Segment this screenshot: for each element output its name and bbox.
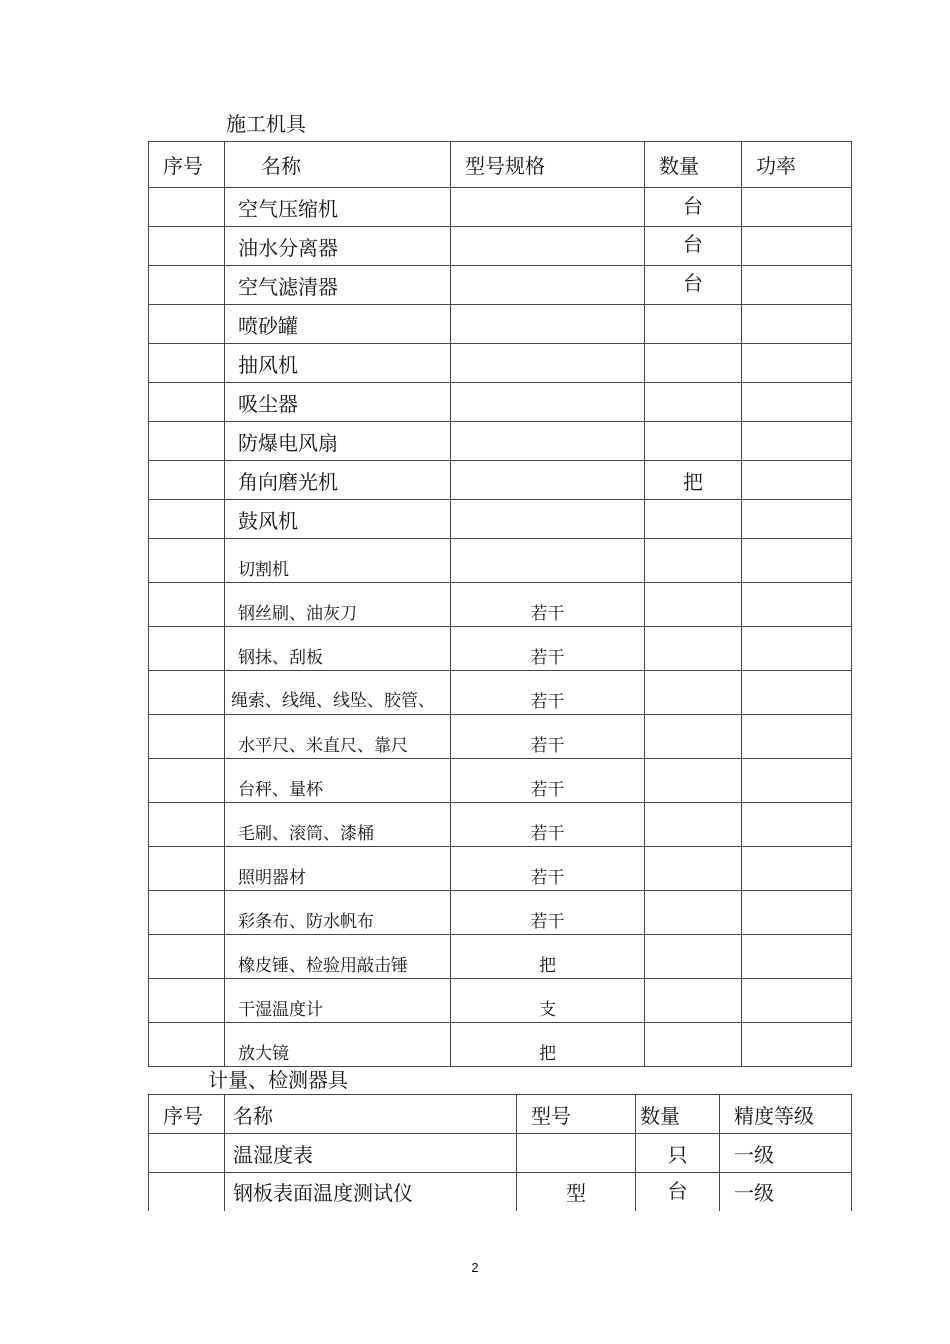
row-name: 毛刷、滚筒、漆桶 (225, 803, 451, 847)
row-model: 把 (451, 935, 645, 979)
row-power (742, 1023, 852, 1067)
row-name: 鼓风机 (225, 500, 451, 539)
row-model: 若干 (451, 715, 645, 759)
row-name: 抽风机 (225, 344, 451, 383)
row-qty (645, 759, 742, 803)
row-model (517, 1134, 636, 1173)
header-power: 功率 (742, 142, 852, 188)
row-qty (645, 847, 742, 891)
row-model (451, 383, 645, 422)
row-qty (645, 891, 742, 935)
row-seq (149, 979, 225, 1023)
tools-table (148, 141, 852, 1067)
row-seq (149, 539, 225, 583)
header-name: 名称 (225, 1095, 517, 1134)
row-name: 干湿温度计 (225, 979, 451, 1023)
row-model: 若干 (451, 803, 645, 847)
page-number: 2 (471, 1260, 479, 1275)
row-qty (645, 979, 742, 1023)
table-row (149, 539, 852, 583)
row-seq (149, 500, 225, 539)
table-row (149, 891, 852, 935)
table-row (149, 803, 852, 847)
row-power (742, 891, 852, 935)
header-qty: 数量 (645, 142, 742, 188)
row-seq (149, 422, 225, 461)
row-qty (645, 344, 742, 383)
row-qty (645, 803, 742, 847)
row-power (742, 461, 852, 500)
row-qty (645, 671, 742, 715)
row-power (742, 539, 852, 583)
row-model: 型 (517, 1173, 636, 1211)
row-qty (645, 583, 742, 627)
row-qty: 只 (636, 1134, 720, 1173)
row-seq (149, 715, 225, 759)
row-seq (149, 305, 225, 344)
row-power (742, 500, 852, 539)
row-name: 防爆电风扇 (225, 422, 451, 461)
row-qty: 台 (645, 266, 742, 305)
row-power (742, 305, 852, 344)
row-seq (149, 759, 225, 803)
row-power (742, 188, 852, 227)
header-model: 型号 (517, 1095, 636, 1134)
row-power (742, 847, 852, 891)
row-grade: 一级 (720, 1134, 852, 1173)
table-row (149, 500, 852, 539)
row-seq (149, 266, 225, 305)
row-qty (645, 935, 742, 979)
table-row (149, 1023, 852, 1067)
row-qty: 台 (645, 227, 742, 266)
row-model (451, 500, 645, 539)
table-row (149, 759, 852, 803)
row-power (742, 344, 852, 383)
row-model (451, 461, 645, 500)
row-seq (149, 583, 225, 627)
row-power (742, 715, 852, 759)
row-qty: 台 (645, 188, 742, 227)
table-row (149, 344, 852, 383)
table-row (149, 847, 852, 891)
table-row (149, 422, 852, 461)
table-row (149, 935, 852, 979)
table-row (149, 188, 852, 227)
row-seq (149, 671, 225, 715)
table-header-row (149, 142, 852, 188)
row-model (451, 344, 645, 383)
row-name: 温湿度表 (225, 1134, 517, 1173)
row-name: 切割机 (225, 539, 451, 583)
row-model (451, 305, 645, 344)
row-name: 钢丝刷、油灰刀 (225, 583, 451, 627)
table-row (149, 461, 852, 500)
row-name: 钢板表面温度测试仪 (225, 1173, 517, 1211)
row-power (742, 671, 852, 715)
row-qty: 台 (636, 1173, 720, 1211)
row-model (451, 539, 645, 583)
table-row (149, 715, 852, 759)
row-qty (645, 422, 742, 461)
header-seq: 序号 (149, 1095, 225, 1134)
row-model: 若干 (451, 627, 645, 671)
table-header-row (149, 1095, 852, 1134)
row-model: 把 (451, 1023, 645, 1067)
row-qty (645, 715, 742, 759)
row-seq (149, 344, 225, 383)
row-model (451, 188, 645, 227)
row-seq (149, 935, 225, 979)
instruments-table (148, 1094, 852, 1211)
row-name: 绳索、线绳、线坠、胶管、 (225, 671, 451, 715)
row-name: 空气压缩机 (225, 188, 451, 227)
row-name: 钢抹、刮板 (225, 627, 451, 671)
header-qty: 数量 (636, 1095, 720, 1134)
row-seq (149, 627, 225, 671)
row-name: 彩条布、防水帆布 (225, 891, 451, 935)
row-name: 角向磨光机 (225, 461, 451, 500)
row-seq (149, 1173, 225, 1211)
row-model (451, 266, 645, 305)
row-model: 若干 (451, 583, 645, 627)
table-row (149, 305, 852, 344)
row-power (742, 935, 852, 979)
row-name: 台秤、量杯 (225, 759, 451, 803)
table-row (149, 979, 852, 1023)
row-qty (645, 539, 742, 583)
row-qty (645, 627, 742, 671)
table-row (149, 227, 852, 266)
row-power (742, 266, 852, 305)
row-seq (149, 188, 225, 227)
table-row (149, 671, 852, 715)
row-qty (645, 1023, 742, 1067)
row-model: 若干 (451, 847, 645, 891)
row-qty (645, 305, 742, 344)
row-name: 吸尘器 (225, 383, 451, 422)
header-name: 名称 (225, 142, 451, 188)
row-power (742, 627, 852, 671)
row-power (742, 979, 852, 1023)
row-power (742, 227, 852, 266)
table-row (149, 266, 852, 305)
row-power (742, 803, 852, 847)
row-name: 喷砂罐 (225, 305, 451, 344)
row-seq (149, 461, 225, 500)
row-name: 照明器材 (225, 847, 451, 891)
section2-title: 计量、检测器具 (208, 1068, 348, 1092)
header-grade: 精度等级 (720, 1095, 852, 1134)
row-name: 油水分离器 (225, 227, 451, 266)
row-model: 若干 (451, 759, 645, 803)
header-model: 型号规格 (451, 142, 645, 188)
row-seq (149, 1023, 225, 1067)
row-name: 空气滤清器 (225, 266, 451, 305)
row-power (742, 422, 852, 461)
row-seq (149, 227, 225, 266)
section1-title: 施工机具 (226, 112, 306, 136)
table-row (149, 1134, 852, 1173)
row-name: 橡皮锤、检验用敲击锤 (225, 935, 451, 979)
row-model: 若干 (451, 891, 645, 935)
row-power (742, 583, 852, 627)
row-grade: 一级 (720, 1173, 852, 1211)
row-model: 若干 (451, 671, 645, 715)
table-row (149, 1173, 852, 1211)
row-power (742, 759, 852, 803)
row-qty (645, 383, 742, 422)
row-model: 支 (451, 979, 645, 1023)
header-seq: 序号 (149, 142, 225, 188)
row-name: 水平尺、米直尺、靠尺 (225, 715, 451, 759)
row-seq (149, 803, 225, 847)
row-seq (149, 1134, 225, 1173)
row-seq (149, 383, 225, 422)
row-model (451, 422, 645, 461)
table-row (149, 583, 852, 627)
row-power (742, 383, 852, 422)
row-seq (149, 847, 225, 891)
table-row (149, 627, 852, 671)
row-qty: 把 (645, 461, 742, 500)
table-row (149, 383, 852, 422)
row-model (451, 227, 645, 266)
row-name: 放大镜 (225, 1023, 451, 1067)
row-seq (149, 891, 225, 935)
row-qty (645, 500, 742, 539)
